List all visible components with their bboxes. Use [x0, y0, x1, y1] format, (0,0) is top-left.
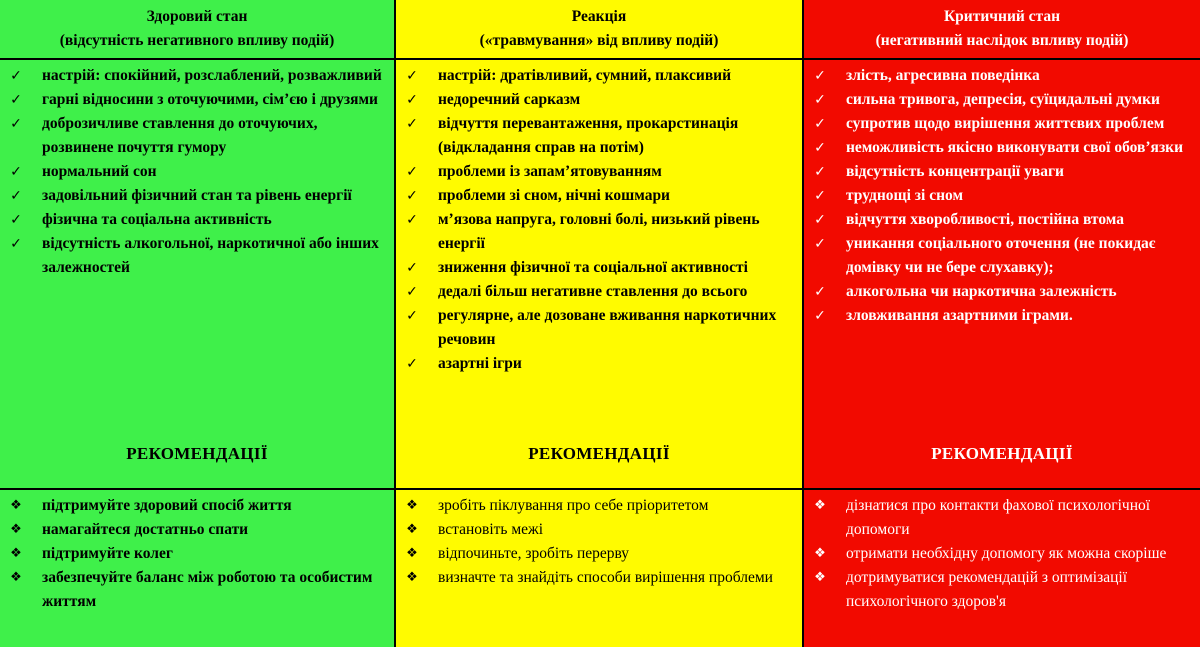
checkmark-icon: ✓	[406, 188, 418, 204]
recommendation-item	[400, 518, 796, 542]
header-healthy	[0, 0, 396, 60]
recommendations-heading-healthy: РЕКОМЕНДАЦІЇ	[126, 444, 268, 463]
item-text: дотримуватися рекомендацій з оптимізації психологічного здоров'я	[846, 569, 1128, 610]
item-text: уникання соціального оточення (не покидає домівку чи не бере слухавку);	[846, 235, 1156, 276]
diamond-bullet-icon: ❖	[406, 522, 418, 537]
recommendations-heading-critical: РЕКОМЕНДАЦІЇ	[931, 444, 1073, 463]
checkmark-icon: ✓	[406, 116, 418, 132]
list-item	[4, 64, 388, 88]
checkmark-icon: ✓	[814, 116, 826, 132]
list-item	[400, 280, 796, 304]
symptoms-critical	[804, 60, 1200, 490]
checkmark-icon: ✓	[814, 68, 826, 84]
recommendation-item	[400, 494, 796, 518]
list-item	[808, 280, 1194, 304]
item-text: отримати необхідну допомогу як можна скоріше	[846, 545, 1167, 562]
checkmark-icon: ✓	[10, 116, 22, 132]
symptom-list-healthy	[0, 60, 394, 280]
header-healthy-subtitle: (відсутність негативного впливу подій)	[59, 32, 335, 49]
recommendations-healthy	[0, 490, 396, 647]
checkmark-icon: ✓	[10, 68, 22, 84]
diamond-bullet-icon: ❖	[406, 570, 418, 585]
checkmark-icon: ✓	[814, 212, 826, 228]
symptoms-healthy	[0, 60, 396, 490]
item-text: підтримуйте колег	[42, 545, 173, 562]
item-text: недоречний сарказм	[438, 91, 581, 108]
item-text: азартні ігри	[438, 355, 522, 372]
list-item	[400, 184, 796, 208]
diamond-bullet-icon: ❖	[10, 570, 22, 585]
recommendation-item	[400, 566, 796, 590]
item-text: алкогольна чи наркотична залежність	[846, 283, 1117, 300]
checkmark-icon: ✓	[10, 236, 22, 252]
list-item	[400, 208, 796, 256]
symptom-list-reaction	[396, 60, 802, 376]
checkmark-icon: ✓	[814, 164, 826, 180]
list-item	[4, 112, 388, 160]
checkmark-icon: ✓	[10, 188, 22, 204]
item-text: дедалі більш негативне ставлення до всього	[438, 283, 748, 300]
checkmark-icon: ✓	[406, 284, 418, 300]
item-text: визначте та знайдіть способи вирішення проблеми	[438, 569, 773, 586]
checkmark-icon: ✓	[406, 68, 418, 84]
checkmark-icon: ✓	[406, 164, 418, 180]
list-item	[808, 64, 1194, 88]
list-item	[4, 232, 388, 280]
checkmark-icon: ✓	[814, 92, 826, 108]
checkmark-icon: ✓	[10, 92, 22, 108]
header-reaction-subtitle: («травмування» від впливу подій)	[479, 32, 719, 49]
list-item	[808, 304, 1194, 328]
list-item	[808, 232, 1194, 280]
item-text: злість, агресивна поведінка	[846, 67, 1040, 84]
list-item	[4, 208, 388, 232]
list-item	[400, 112, 796, 160]
item-text: забезпечуйте баланс між роботою та особистим життям	[42, 569, 373, 610]
header-reaction	[396, 0, 804, 60]
checkmark-icon: ✓	[10, 164, 22, 180]
list-item	[400, 352, 796, 376]
list-item	[808, 136, 1194, 160]
header-critical	[804, 0, 1200, 60]
checkmark-icon: ✓	[406, 92, 418, 108]
diamond-bullet-icon: ❖	[10, 546, 22, 561]
item-text: зловживання азартними іграми.	[846, 307, 1073, 324]
checkmark-icon: ✓	[406, 212, 418, 228]
item-text: неможливість якісно виконувати свої обов’язки	[846, 139, 1184, 156]
diamond-bullet-icon: ❖	[406, 546, 418, 561]
item-text: відсутність концентрації уваги	[846, 163, 1064, 180]
item-text: зробіть піклування про себе пріоритетом	[438, 497, 709, 514]
recommendation-item	[4, 518, 388, 542]
item-text: зниження фізичної та соціальної активності	[438, 259, 748, 276]
list-item	[808, 112, 1194, 136]
checkmark-icon: ✓	[814, 188, 826, 204]
list-item	[4, 160, 388, 184]
checkmark-icon: ✓	[814, 140, 826, 156]
item-text: гарні відносини з оточуючими, сім’єю і друзями	[42, 91, 378, 108]
checkmark-icon: ✓	[814, 308, 826, 324]
list-item	[4, 88, 388, 112]
diamond-bullet-icon: ❖	[10, 498, 22, 513]
item-text: задовільний фізичний стан та рівень енергії	[42, 187, 352, 204]
item-text: доброзичливе ставлення до оточуючих, розвинене почуття гумору	[42, 115, 318, 156]
list-item	[400, 304, 796, 352]
header-critical-subtitle: (негативний наслідок впливу подій)	[875, 32, 1129, 49]
list-item	[400, 64, 796, 88]
list-item	[400, 160, 796, 184]
diamond-bullet-icon: ❖	[406, 498, 418, 513]
item-text: підтримуйте здоровий спосіб життя	[42, 497, 292, 514]
item-text: намагайтеся достатньо спати	[42, 521, 249, 538]
item-text: супротив щодо вирішення життєвих проблем	[846, 115, 1165, 132]
recommendation-item	[808, 566, 1194, 614]
list-item	[400, 256, 796, 280]
checkmark-icon: ✓	[814, 236, 826, 252]
item-text: фізична та соціальна активність	[42, 211, 272, 228]
item-text: сильна тривога, депресія, суїцидальні думки	[846, 91, 1160, 108]
recommendation-list-reaction	[396, 490, 802, 590]
diamond-bullet-icon: ❖	[814, 546, 826, 561]
diamond-bullet-icon: ❖	[814, 570, 826, 585]
recommendation-item	[4, 494, 388, 518]
item-text: встановіть межі	[438, 521, 544, 538]
item-text: регулярне, але дозоване вживання наркотичних речовин	[438, 307, 777, 348]
header-reaction-title: Реакція	[571, 8, 627, 25]
recommendation-list-healthy	[0, 490, 394, 614]
item-text: проблеми із запам’ятовуванням	[438, 163, 662, 180]
diamond-bullet-icon: ❖	[814, 498, 826, 513]
recommendation-list-critical	[804, 490, 1200, 614]
header-healthy-title: Здоровий стан	[146, 8, 248, 25]
item-text: відсутність алкогольної, наркотичної або інших залежностей	[42, 235, 379, 276]
recommendation-item	[808, 542, 1194, 566]
recommendation-item	[400, 542, 796, 566]
item-text: нормальний сон	[42, 163, 157, 180]
recommendation-item	[4, 566, 388, 614]
recommendations-heading-reaction: РЕКОМЕНДАЦІЇ	[528, 444, 670, 463]
recommendation-item	[808, 494, 1194, 542]
recommendations-critical	[804, 490, 1200, 647]
list-item	[808, 88, 1194, 112]
list-item	[808, 184, 1194, 208]
diamond-bullet-icon: ❖	[10, 522, 22, 537]
checkmark-icon: ✓	[406, 308, 418, 324]
item-text: проблеми зі сном, нічні кошмари	[438, 187, 670, 204]
list-item	[808, 160, 1194, 184]
item-text: м’язова напруга, головні болі, низький рівень енергії	[438, 211, 760, 252]
list-item	[808, 208, 1194, 232]
item-text: відпочиньте, зробіть перерву	[438, 545, 630, 562]
list-item	[4, 184, 388, 208]
item-text: труднощі зі сном	[846, 187, 964, 204]
recommendations-reaction	[396, 490, 804, 647]
checkmark-icon: ✓	[814, 284, 826, 300]
item-text: настрій: дратівливий, сумний, плаксивий	[438, 67, 732, 84]
checkmark-icon: ✓	[406, 260, 418, 276]
checkmark-icon: ✓	[10, 212, 22, 228]
recommendation-item	[4, 542, 388, 566]
symptom-list-critical	[804, 60, 1200, 328]
item-text: відчуття перевантаження, прокарстинація (відкладання справ на потім)	[438, 115, 739, 156]
item-text: настрій: спокійний, розслаблений, розважливий	[42, 67, 382, 84]
item-text: відчуття хворобливості, постійна втома	[846, 211, 1125, 228]
item-text: дізнатися про контакти фахової психологічної допомоги	[846, 497, 1151, 538]
symptoms-reaction	[396, 60, 804, 490]
list-item	[400, 88, 796, 112]
header-critical-title: Критичний стан	[943, 8, 1061, 25]
checkmark-icon: ✓	[406, 356, 418, 372]
